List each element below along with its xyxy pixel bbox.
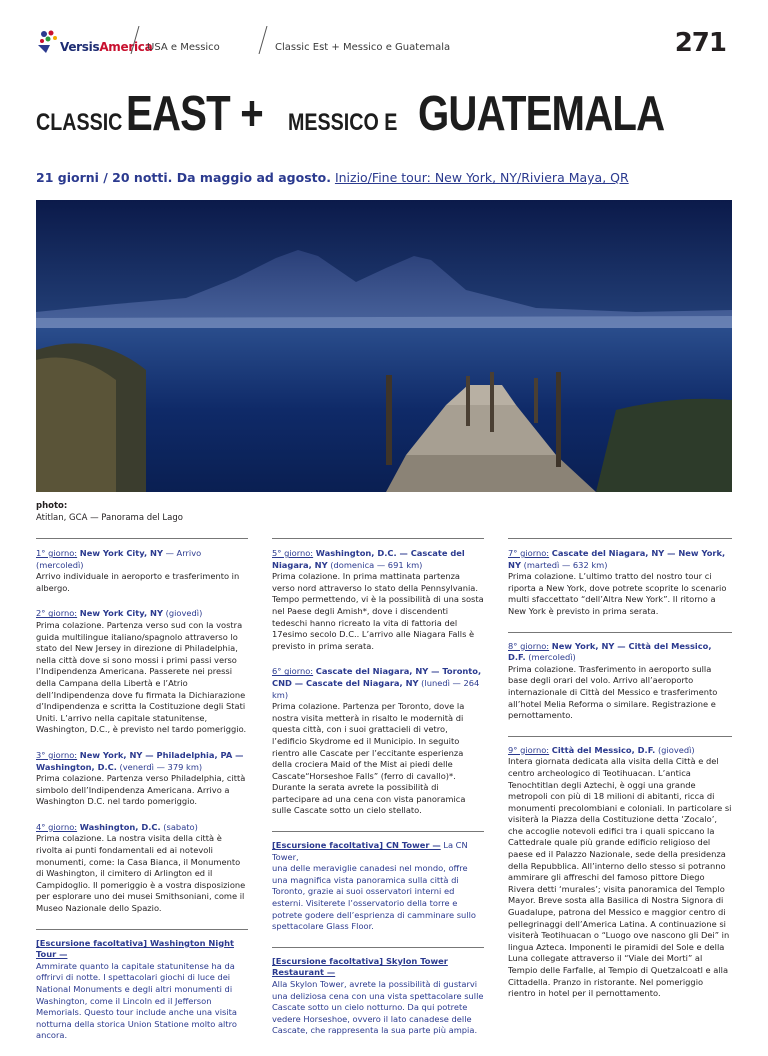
optional-excursion bbox=[36, 938, 248, 1042]
day-city: Cascate del Niagara, NY — Toronto, CND — Cascate del Niagara, NY bbox=[272, 666, 482, 688]
itinerary-day bbox=[36, 548, 248, 594]
day-text: Intera giornata dedicata alla visita della Città e del centro archeologico di Teotihuacan. L’antica Tenochtitlan degli Aztechi, è oggi una grande metropoli con più di 18 milioni di abitanti, ricca di monumenti precolombiani e coloniali. In particolare si visiterà la Piazza della Costituzione detta ‘Zocalo’, che accoglie notevoli edifici tra i quali spiccano la Cattedrale quale più grande edificio religioso del paese ed il Palazzo Nazionale, sede della presidenza della Repubblica. All’interno dello stesso si potranno ammirare gli affreschi del famoso pittore Diego Rivera detti ‘murales’; visita panoramica del Templo Mayor. Breve sosta alla Basilica di Nostra Signora di Guadalupe, patrona del Messico e maggior centro di pellegrinaggi dell’America Latina. A continuazione si visiterà Teotihuacan o “Luogo ove nascono gli Dei” in lingua Azteca. Imponenti le piramidi del Sole e della Luna collegate attraverso il “Viale dei Morti” al Tempio delle Farfalle, al Tempio di Quetzalcoatl e alla Cittadella. Pranzo in ristorante. Nel pomeriggio rientro in hotel per il pernottamento. bbox=[508, 756, 732, 999]
column-rule bbox=[508, 538, 732, 539]
day-date: (giovedì) bbox=[655, 744, 695, 755]
day-text: Prima colazione. In prima mattinata partenza verso nord attraverso lo stato della Pennsylvania. Tempo permettendo, vi è la possibilità di una sosta nel Paese degli Amish*, dove i discendenti tedeschi hanno ricreato la vita di fattoria del 17esimo secolo D.C.. L’arrivo alle Niagara Falls è previsto in prima serata. bbox=[272, 571, 484, 651]
day-city: Washington, D.C. bbox=[79, 821, 161, 832]
logo-mark-icon bbox=[36, 28, 60, 54]
day-label: 1° giorno: bbox=[36, 548, 78, 558]
section-divider bbox=[508, 736, 732, 737]
day-text: Prima colazione. L’ultimo tratto del nostro tour ci riporta a New York, dove potrete scoprite lo scenario multi sfaccettato “dell’Altra New York”. Il ritorno a New York è previsto in prima serata. bbox=[508, 571, 727, 616]
divider-slash bbox=[130, 26, 140, 54]
lake-landscape-image bbox=[36, 200, 732, 492]
day-text: Prima colazione. Trasferimento in aeroporto sulla base degli orari del volo. Arrivo all’aeroporto internazionale di Città del Messico e trasferimento all’hotel Melia Reforma o similare. Registrazione e pernottamento. bbox=[508, 663, 718, 721]
day-text: Prima colazione. Partenza verso sud con la vostra guida multilingue italiano/spagnolo attraverso lo stato del New Jersey in direzione di Philadelphia, nella città dove si sono mossi i primi passi verso l’Indipendenza Americana. Passerete nei pressi della Campana della Libertà e l’Atrio dell’Indipendenza dove fu firmata la Dichiarazione d’Indipendenza e scritta la Costituzione degli Stati Uniti. L’arrivo nella capitale statunitense, Washington, D.C., è previsto nel tardo pomeriggio. bbox=[36, 619, 247, 735]
itinerary-day bbox=[508, 745, 732, 1000]
title-word-classic: CLASSIC bbox=[36, 109, 123, 136]
day-date: (sabato) bbox=[160, 821, 198, 832]
day-city: Washington, D.C. — Cascate del Niagara, NY bbox=[272, 548, 465, 570]
day-label: 8° giorno: bbox=[508, 640, 550, 651]
excursion-lead: La CN Tower, bbox=[272, 840, 468, 862]
day-city: New York City, NY bbox=[79, 608, 163, 619]
day-label: 9° giorno: bbox=[508, 744, 550, 755]
day-text: Prima colazione. Partenza verso Philadelphia, città simbolo dell’Indipendenza Americana. Arrivo a Washington D.C. nel tardo pomeriggio. bbox=[36, 773, 246, 807]
title-word-guatemala: GUATEMALA bbox=[418, 87, 665, 141]
itinerary-day bbox=[36, 608, 248, 736]
excursion-text: Alla Skylon Tower, avrete la possibilità di gustarvi una deliziosa cena con una vista spettacolare sulle Cascate sotto un cielo notturno. Da qui potrete vedere Horseshoe, ovvero il lato canadese delle Cascate, che rappresenta la sua parte più ampia. bbox=[272, 979, 484, 1036]
divider-slash bbox=[258, 26, 268, 54]
section-divider bbox=[272, 947, 484, 948]
hero-photo bbox=[36, 200, 732, 492]
day-city: New York, NY — Città del Messico, D.F. bbox=[508, 640, 712, 663]
day-date: (martedì — 632 km) bbox=[520, 559, 608, 570]
itinerary-day bbox=[272, 548, 484, 652]
title-word-messico: MESSICO E bbox=[288, 109, 398, 136]
day-label: 7° giorno: bbox=[508, 548, 550, 558]
day-date: (venerdì — 379 km) bbox=[116, 761, 203, 772]
itinerary-day bbox=[36, 750, 248, 808]
day-city: New York City, NY bbox=[79, 548, 163, 558]
day-text: Arrivo individuale in aeroporto e trasferimento in albergo. bbox=[36, 571, 240, 593]
day-label: 6° giorno: bbox=[272, 666, 314, 677]
section-divider bbox=[508, 632, 732, 633]
subsection-label: Classic Est + Messico e Guatemala bbox=[275, 42, 451, 53]
itinerary-column-2 bbox=[272, 548, 484, 1051]
logo-wordmark: VersisAmerica bbox=[60, 40, 153, 54]
optional-excursion bbox=[272, 840, 484, 933]
excursion-text: Ammirate quanto la capitale statunitense ha da offrirvi di notte. I spettacolari giochi di luce dei National Monuments e degli altri monumenti di Washington, come il Lincoln ed il Jefferson Memorials. Questo tour include anche una visita notturna della storica Union Statione molto altro ancora. bbox=[36, 960, 237, 1041]
excursion-title: [Escursione facoltativa] Washington Night Tour — bbox=[36, 937, 235, 960]
day-city: Cascate del Niagara, NY — New York, NY bbox=[508, 548, 726, 570]
itinerary-day bbox=[508, 641, 732, 722]
optional-excursion bbox=[272, 956, 484, 1037]
day-label: 4° giorno: bbox=[36, 821, 78, 832]
tour-duration: 21 giorni / 20 notti. Da maggio ad agosto. bbox=[36, 170, 331, 185]
excursion-title: [Escursione facoltativa] Skylon Tower Restaurant — bbox=[272, 955, 448, 978]
day-city: Città del Messico, D.F. bbox=[551, 744, 656, 755]
tour-summary bbox=[36, 170, 736, 185]
day-label: 5° giorno: bbox=[272, 548, 314, 558]
tour-route-link[interactable]: Inizio/Fine tour: New York, NY/Riviera Maya, QR bbox=[334, 170, 629, 185]
day-text: Prima colazione. La nostra visita della città è rivolta ai punti fondamentali ed ai notevoli monumenti, come: la Casa Bianca, il Monumento di Washington, il cimitero di Arlington ed il Campidoglio. Il pomeriggio è a vostra disposizione per esplorare uno dei musei Smithsoniani, come il Museo Nazionale dello Spazio. bbox=[36, 833, 246, 914]
brand-logo bbox=[36, 28, 153, 56]
day-date: (giovedì) bbox=[162, 608, 203, 619]
page-number: 271 bbox=[674, 28, 726, 58]
day-text: Prima colazione. Partenza per Toronto, dove la nostra visita metterà in risalto le modernità di questa città, con i suoi grattacieli di vetro, l’edificio Skydrome ed il Municipio. In seguito rientro alle Cascate per l’eccitante esperienza della crociera Maid of the Mist ai piedi delle Cascate“Horseshoe Falls” (ferro di cavallo)*. Durante la serata avrete la possibilità di partecipare ad una cena con vista panoramica sulle Cascate sotto un cielo stellato. bbox=[272, 701, 466, 816]
section-label: USA e Messico bbox=[147, 42, 220, 53]
photo-caption-text: Atitlan, GCA — Panorama del Lago bbox=[36, 513, 183, 523]
photo-label: photo: bbox=[36, 501, 68, 511]
column-rule bbox=[36, 538, 248, 539]
day-date: (domenica — 691 km) bbox=[327, 559, 423, 570]
itinerary-day bbox=[508, 548, 732, 618]
excursion-title: [Escursione facoltativa] CN Tower — bbox=[272, 840, 441, 851]
section-divider bbox=[36, 929, 248, 930]
photo-caption bbox=[36, 500, 183, 524]
itinerary-day bbox=[36, 822, 248, 915]
column-rule bbox=[272, 538, 484, 539]
itinerary-column-1 bbox=[36, 548, 248, 1056]
day-date: (lunedì — 264 km) bbox=[272, 677, 480, 700]
day-city: New York, NY — Philadelphia, PA — Washington, D.C. bbox=[36, 749, 244, 772]
page-title bbox=[36, 86, 736, 142]
day-date: (mercoledì) bbox=[525, 652, 576, 663]
itinerary-day bbox=[272, 666, 484, 817]
day-label: 2° giorno: bbox=[36, 608, 78, 619]
section-divider bbox=[272, 831, 484, 832]
day-date: — Arrivo (mercoledì) bbox=[36, 548, 202, 570]
excursion-text: una delle meraviglie canadesi nel mondo, offre una magnifica vista panoramica sulla città di Toronto, grazie ai suoi osservatori interni ed esterni. Visiterete l’osservatorio della torre e potrete godere dell’esprienza di camminare sullo spettacolare Glass Floor. bbox=[272, 863, 476, 932]
itinerary-column-3 bbox=[508, 548, 732, 1014]
day-label: 3° giorno: bbox=[36, 749, 78, 760]
page-header bbox=[0, 0, 768, 70]
title-word-east: EAST + bbox=[126, 87, 263, 141]
